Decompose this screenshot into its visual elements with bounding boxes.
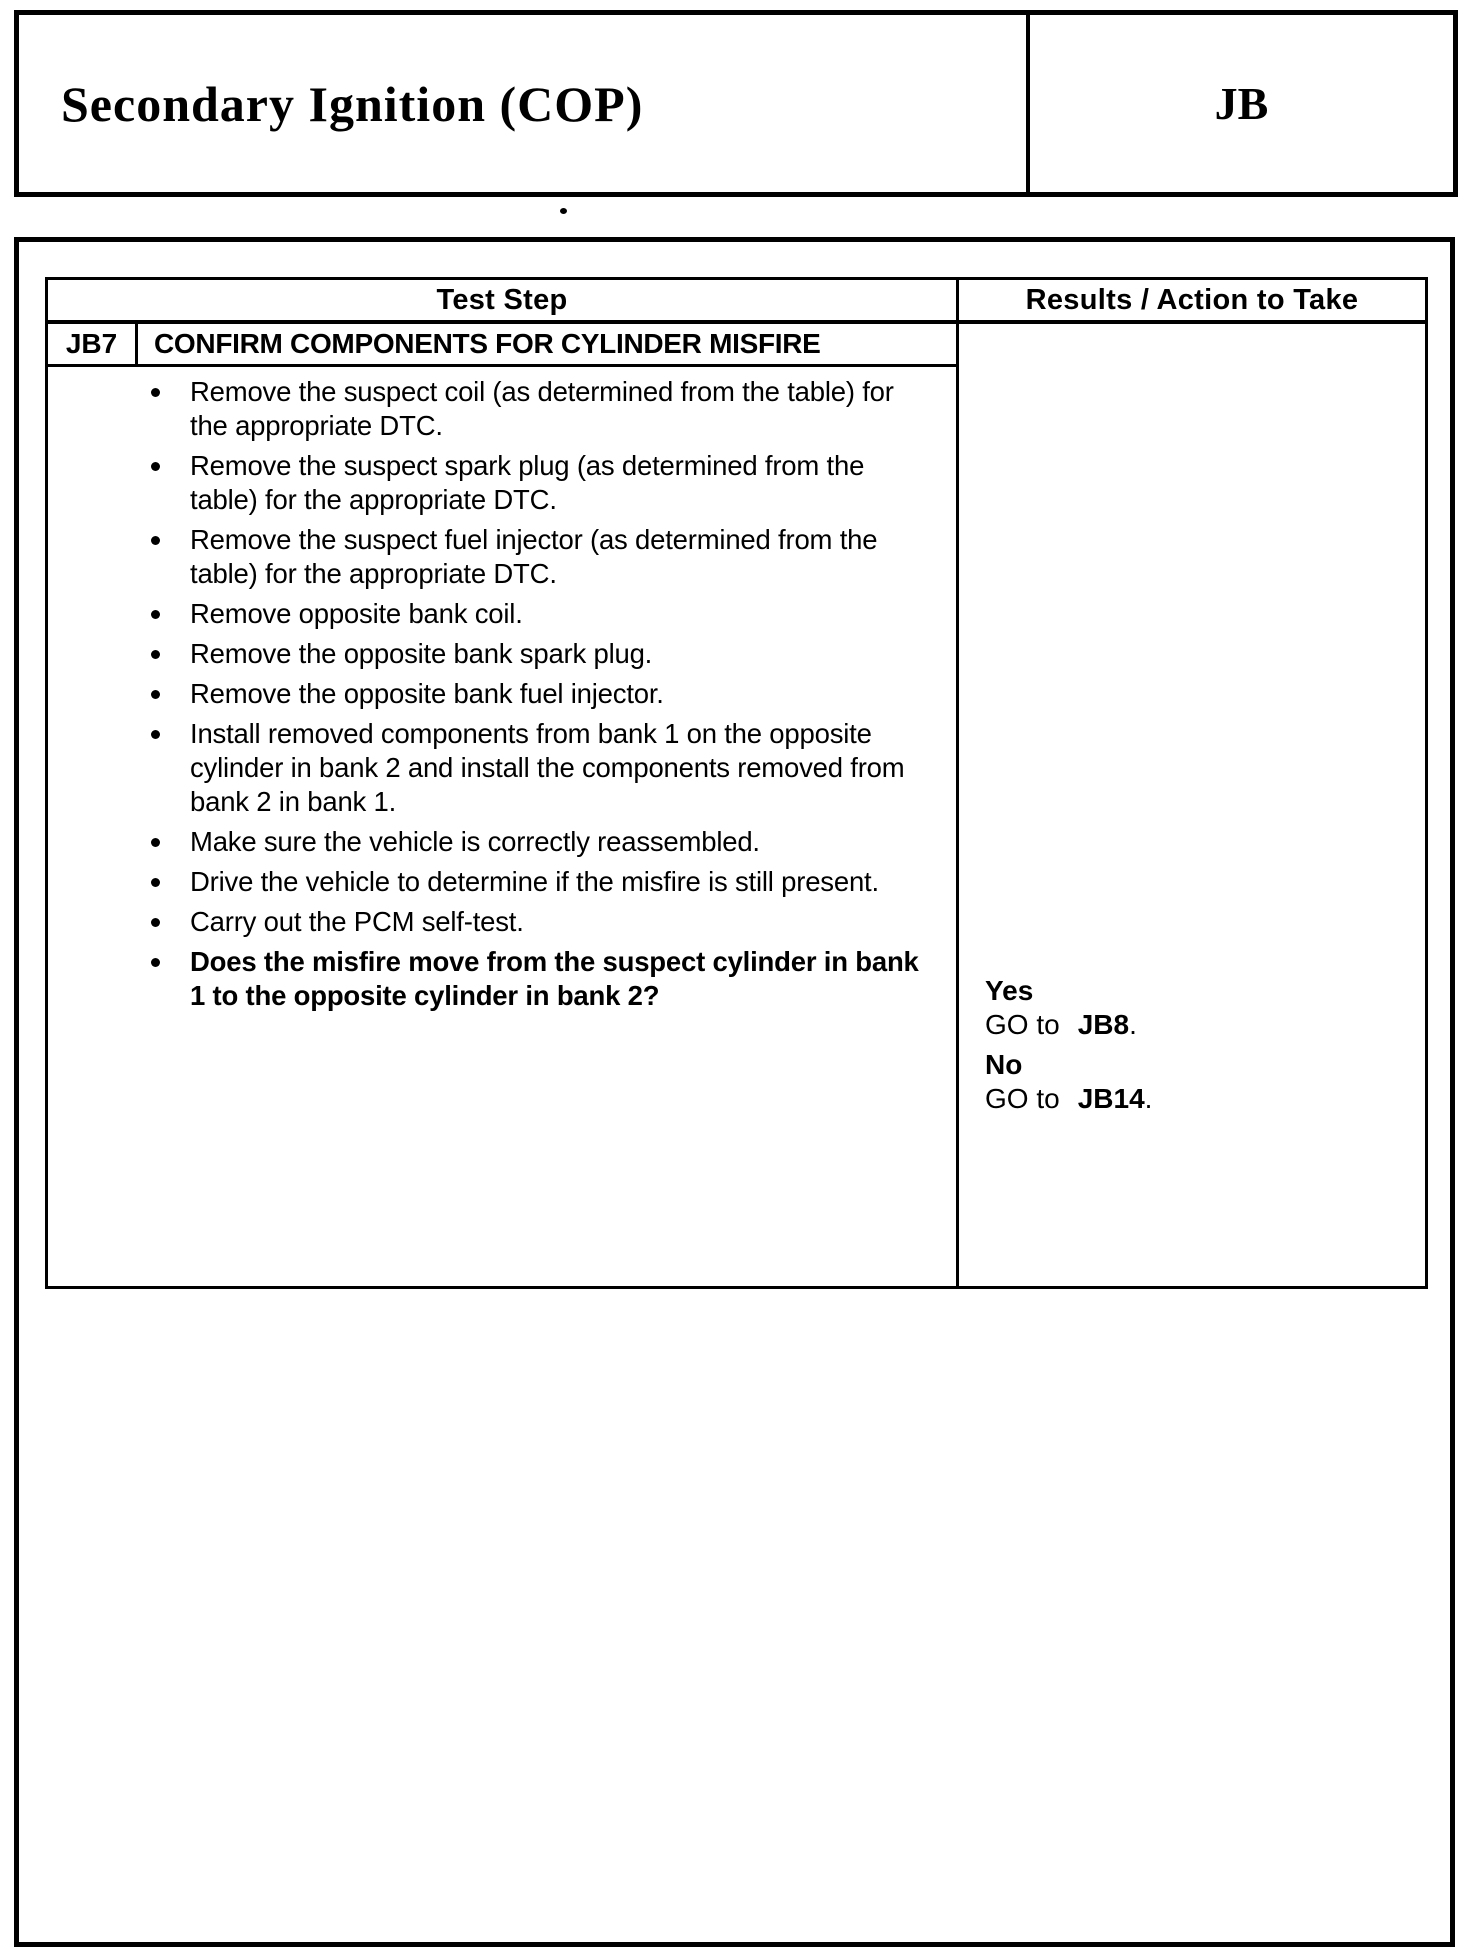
result-action-target: JB8	[1077, 1009, 1130, 1040]
result-pair-yes	[985, 974, 1415, 1042]
test-step-text: Make sure the vehicle is correctly reassembled.	[190, 826, 760, 857]
document-header-title-cell	[19, 15, 1030, 192]
bullet-icon	[151, 462, 160, 471]
results-cell	[959, 324, 1425, 1286]
test-step-bullet-list	[48, 367, 956, 1286]
test-step-text: Remove the opposite bank fuel injector.	[190, 678, 664, 709]
test-step-item	[150, 825, 936, 859]
test-step-text: Remove the suspect fuel injector (as determined from the table) for the appropriate DTC.	[190, 524, 878, 589]
test-step-item	[150, 449, 936, 517]
result-action-prefix: GO to	[985, 1083, 1060, 1114]
result-action	[985, 1008, 1415, 1042]
result-action-suffix: .	[1129, 1009, 1137, 1040]
test-step-item	[150, 637, 936, 671]
test-step-item	[150, 677, 936, 711]
diagnostic-table	[45, 277, 1428, 1289]
result-action-suffix: .	[1144, 1083, 1153, 1114]
test-step-item	[150, 865, 936, 899]
bullet-icon	[151, 690, 160, 699]
test-step-item	[150, 375, 936, 443]
test-step-text: Carry out the PCM self-test.	[190, 906, 524, 937]
step-heading-row	[48, 324, 956, 367]
step-title: CONFIRM COMPONENTS FOR CYLINDER MISFIRE	[154, 328, 821, 359]
bullet-icon	[151, 838, 160, 847]
document-header-box	[14, 10, 1458, 197]
step-id: JB7	[48, 324, 138, 364]
result-answer: Yes	[985, 975, 1034, 1006]
test-step-column-header: Test Step	[48, 280, 956, 324]
results-column-header: Results / Action to Take	[959, 280, 1425, 324]
bullet-icon	[151, 918, 160, 927]
section-code: JB	[1214, 78, 1269, 129]
bullet-icon	[151, 878, 160, 887]
test-step-item	[150, 905, 936, 939]
test-step-text: Drive the vehicle to determine if the misfire is still present.	[190, 866, 879, 897]
bullet-icon	[151, 958, 160, 967]
page-title: Secondary Ignition (COP)	[61, 75, 644, 132]
result-pair-no	[985, 1048, 1415, 1116]
results-column	[959, 280, 1425, 1286]
bullet-icon	[151, 536, 160, 545]
test-step-item	[150, 523, 936, 591]
test-step-text: Install removed components from bank 1 on the opposite cylinder in bank 2 and install the components removed from bank 2 in bank 1.	[190, 718, 905, 817]
bullet-icon	[151, 610, 160, 619]
test-step-text: Remove the suspect coil (as determined from the table) for the appropriate DTC.	[190, 376, 894, 441]
document-header-code-cell	[1030, 15, 1453, 192]
result-action-target: JB14	[1077, 1083, 1145, 1114]
test-step-column	[48, 280, 959, 1286]
test-step-text: Remove opposite bank coil.	[190, 598, 523, 629]
result-action	[985, 1082, 1415, 1116]
bullet-icon	[151, 388, 160, 397]
test-step-question-text: Does the misfire move from the suspect cylinder in bank 1 to the opposite cylinder in bank 2?	[190, 946, 919, 1011]
test-step-text: Remove the suspect spark plug (as determined from the table) for the appropriate DTC.	[190, 450, 865, 515]
test-step-text: Remove the opposite bank spark plug.	[190, 638, 653, 669]
bullet-icon	[151, 650, 160, 659]
result-answer: No	[985, 1049, 1023, 1080]
test-step-question	[150, 945, 936, 1013]
scan-artifact-dot	[560, 208, 567, 214]
result-action-prefix: GO to	[985, 1009, 1060, 1040]
test-step-item	[150, 597, 936, 631]
test-step-item	[150, 717, 936, 819]
bullet-icon	[151, 730, 160, 739]
